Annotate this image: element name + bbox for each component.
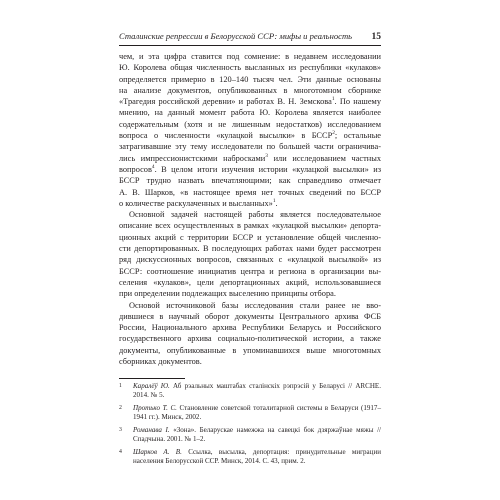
- footnote-author: Романава І.: [133, 425, 170, 434]
- footnote-ref: 1: [331, 96, 335, 103]
- text-line: ряд дискуссионных вопросов, связанных с «кулацкой высылкой» из: [119, 255, 381, 265]
- footnote-ref: 3: [265, 152, 268, 159]
- text-line: Ю. Королева общая численность высланных из республики «кулаков»: [119, 63, 381, 73]
- text-line: содержательным (хотя и не лишенным недостатков) исследованием: [119, 119, 381, 129]
- footnote-number: 2: [119, 404, 122, 411]
- running-header: [119, 31, 381, 42]
- text-line: Основой источниковой базы исследования стали ранее не вво-: [129, 300, 381, 310]
- text-line: мнению, на данный момент работа Ю. Королева является наиболее: [119, 108, 381, 118]
- header-rule: [119, 45, 381, 46]
- footnote-text: Каралёў Ю. Аб рэальных маштабах сталінскіх рэпрэсій у Беларусі // ARCHE. 2014. № 5.: [133, 382, 381, 400]
- text-line: вопроса о численности «кулацкой высылки» в БССР$^2$; остальные: [119, 130, 381, 141]
- text-line: лись импрессионистскими набросками$^3$ или исследованием частных: [119, 152, 382, 163]
- footnote-ref: 2: [332, 130, 335, 137]
- footnotes: [119, 382, 381, 470]
- running-title: Сталинские репрессии в Белорусской ССР: мифы и реальность: [119, 31, 353, 41]
- footnote-author: Каралёў Ю.: [133, 382, 170, 390]
- text-line: документы, опубликованные в упоминавшихся выше многотомных: [119, 345, 381, 355]
- text-line: БССР: соотношение инициатив центра и региона в организации вы-: [119, 266, 381, 276]
- footnote-number: 3: [119, 426, 122, 433]
- text-line: при определении подлежащих выселению принципы отбора.: [119, 289, 336, 299]
- footnote: [119, 404, 381, 422]
- text-line: ционных акций с территории БССР и установление общей численно-: [119, 232, 381, 242]
- text-line: о количестве раскулаченных и высланных»$^1$.: [119, 198, 278, 208]
- text-line: «Трагедия российской деревни» и работах В. Н. Земскова$^1$. По нашему: [119, 96, 381, 107]
- footnote-separator: [119, 378, 185, 379]
- text-line: государственного архива социально-политической истории, а также: [119, 334, 381, 344]
- text-line: описание всех осуществленных в рамках «кулацкой высылки» депорта-: [119, 221, 381, 231]
- footnote-author: Протько Т. С.: [133, 403, 177, 412]
- text-line: А. В. Шарков, «в настоящее время нет точных сведений по БССР: [119, 187, 381, 197]
- text-line: чем, и эта цифра ставится под сомнение: в недавнем исследовании: [119, 52, 381, 61]
- text-line: сборниках документов.: [119, 357, 202, 367]
- text-line: селения «кулаков», цели депортационных акций, использовавшиеся: [119, 277, 381, 287]
- text-line: на анализе документов, опубликованных в многотомном сборнике: [119, 85, 381, 95]
- text-line: БССР трудно назвать впечатляющими; как справедливо отмечает: [119, 176, 381, 186]
- footnote: [119, 382, 381, 400]
- footnote: [119, 448, 381, 466]
- footnote: [119, 426, 381, 444]
- text-line: затрагивавшие эту тему исследователи по большей части ограничива-: [119, 142, 381, 152]
- main-text: [119, 51, 381, 367]
- footnote-text: Шарков А. В. Ссылка, высылка, депортация: принудительные миграции населения Белорусской ССР. Минск, 2014. С. 43, прим. 2.: [133, 447, 381, 465]
- footnote-ref: 4: [151, 164, 155, 171]
- text-line: дившиеся в научный оборот документы Центрального архива ФСБ: [119, 311, 381, 321]
- page-number: 15: [371, 32, 381, 42]
- footnote-text: Протько Т. С. Становление советской тоталитарной системы в Беларуси (1917–1941 гг.). Минск, 2002.: [133, 403, 381, 422]
- text-line: определяется примерно в 120–140 тысяч чел. Эти данные основаны: [119, 74, 381, 84]
- text-line: вопросов$^4$. В целом итоги изучения истории «кулацкой высылки» из: [119, 164, 381, 174]
- footnote-ref: 1: [272, 198, 276, 205]
- text-line: России, Национального архива Республики Беларусь и Российского: [119, 323, 381, 333]
- footnote-number: 1: [119, 383, 122, 389]
- footnote-text: Романава І. «Зона». Беларускае намежжа на савецкі бок дзяржаўнае мяжы // Спадчына. 2001. № 1–2.: [133, 425, 381, 444]
- footnote-author: Шарков А. В.: [133, 447, 182, 456]
- footnote-number: 4: [119, 448, 122, 455]
- text-line: Основной задачей настоящей работы является последовательное: [129, 210, 381, 220]
- text-line: сти депортированных. В последующих работах нами будет рассмотрен: [119, 244, 381, 254]
